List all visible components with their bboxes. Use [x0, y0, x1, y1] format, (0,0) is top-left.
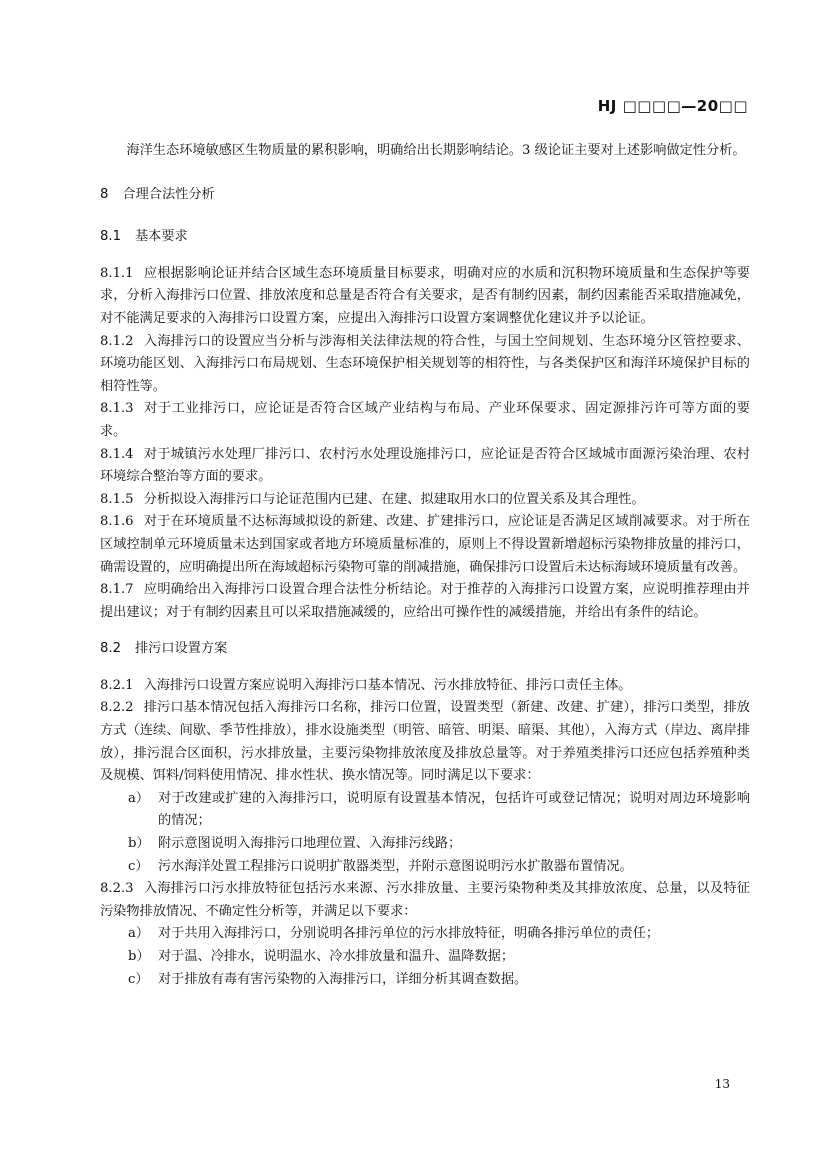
list-item: b） 附示意图说明入海排污口地理位置、入海排污线路； — [128, 836, 462, 852]
list-item: c） 污水海洋处置工程排污口说明扩散器类型，并附示意图说明污水扩散器布置情况。 — [128, 858, 633, 874]
subsection-number: 8.1 — [100, 229, 121, 245]
page-number: 13 — [714, 1077, 730, 1091]
section-heading-8 — [100, 184, 750, 207]
subsection-heading-8-2 — [100, 638, 750, 661]
clause-8-1-5: 8.1.5 分析拟设入海排污口与论证范围内已建、在建、拟建取用水口的位置关系及其合理性。 — [100, 491, 645, 507]
clause-8-2-3: 8.2.3 入海排污口污水排放特征包括污水来源、污水排放量、主要污染物种类及其排放浓度、总量，以及特征污染物排放情况、不确定性分析等，并满足以下要求： — [100, 881, 750, 919]
list-item: b） 对于温、冷排水，说明温水、冷水排放量和温升、温降数据； — [128, 949, 515, 964]
clause-8-1-7: 8.1.7 应明确给出入海排污口设置合理合法性分析结论。对于推荐的入海排污口设置方案，应说明推荐理由并提出建议；对于有制约因素且可以采取措施减缓的，应给出可操作性的减缓措施，并给出有条件的结论。 — [100, 582, 750, 620]
standard-code-header: HJ □□□□—20□□ — [597, 97, 748, 115]
clause-8-1-2: 8.1.2 入海排污口的设置应当分析与涉海相关法律法规的符合性，与国土空间规划、生态环境分区管控要求、环境功能区划、入海排污口布局规划、生态环境保护相关规划等的相符性，与各类保护区和海洋环境保护目标的相符性等。 — [100, 333, 750, 394]
clause-8-2-2: 8.2.2 排污口基本情况包括入海排污口名称，排污口位置，设置类型（新建、改建、扩建），排污口类型，排放方式（连续、间歇、季节性排放），排水设施类型（明管、暗管、明渠、暗渠、其他），入海方式（岸边、离岸排放），排污混合区面积，污水排放量，主要污染物排放浓度及排放总量等。对于养殖类排污口还应包括养殖种类及规模、饵料/饲料使用情况、排水性状、换水情况等。同时满足以下要求： — [100, 700, 750, 784]
list-item: c） 对于排放有毒有害污染物的入海排污口，详细分析其调查数据。 — [128, 971, 528, 987]
subsection-number: 8.2 — [100, 641, 121, 657]
section-title: 合理合法性分析 — [122, 186, 215, 202]
subsection-title: 排污口设置方案 — [134, 641, 228, 657]
clause-8-2-1: 8.2.1 入海排污口设置方案应说明入海排污口基本情况、污水排放特征、排污口责任主体。 — [100, 677, 632, 693]
clause-8-1-4: 8.1.4 对于城镇污水处理厂排污口、农村污水处理设施排污口，应论证是否符合区域城市面源污染治理、农村环境综合整治等方面的要求。 — [100, 446, 750, 485]
clause-8-1-6: 8.1.6 对于在环境质量不达标海域拟设的新建、改建、扩建排污口，应论证是否满足区域削减要求。对于所在区域控制单元环境质量未达到国家或者地方环境质量标准的，原则上不得设置新增超标污染物排放量的排污口，确需设置的，应明确提出所在海域超标污染物可靠的削减措施，确保排污口设置后未达标海域环境质量有改善。 — [100, 514, 750, 575]
page-body — [100, 140, 750, 991]
subsection-title: 基本要求 — [134, 229, 188, 245]
list-item: a） 对于改建或扩建的入海排污口，说明原有设置基本情况，包括许可或登记情况；说明对周边环境影响的情况； — [128, 790, 750, 829]
clause-8-1-3: 8.1.3 对于工业排污口，应论证是否符合区域产业结构与布局、产业环保要求、固定源排污许可等方面的要求。 — [100, 401, 750, 439]
section-number: 8 — [100, 186, 109, 202]
clause-8-1-1: 8.1.1 应根据影响论证并结合区域生态环境质量目标要求，明确对应的水质和沉积物环境质量和生态保护等要求，分析入海排污口位置、排放浓度和总量是否符合有关要求，是否有制约因素，制约因素能否采取措施减免，对不能满足要求的入海排污口设置方案，应提出入海排污口设置方案调整优化建议并予以论证。 — [100, 265, 750, 326]
intro-paragraph: 海洋生态环境敏感区生物质量的累积影响，明确给出长期影响结论。3 级论证主要对上述影响做定性分析。 — [126, 143, 746, 158]
list-item: a） 对于共用入海排污口，分别说明各排污单位的污水排放特征，明确各排污单位的责任； — [128, 926, 660, 942]
subsection-heading-8-1 — [100, 226, 750, 249]
